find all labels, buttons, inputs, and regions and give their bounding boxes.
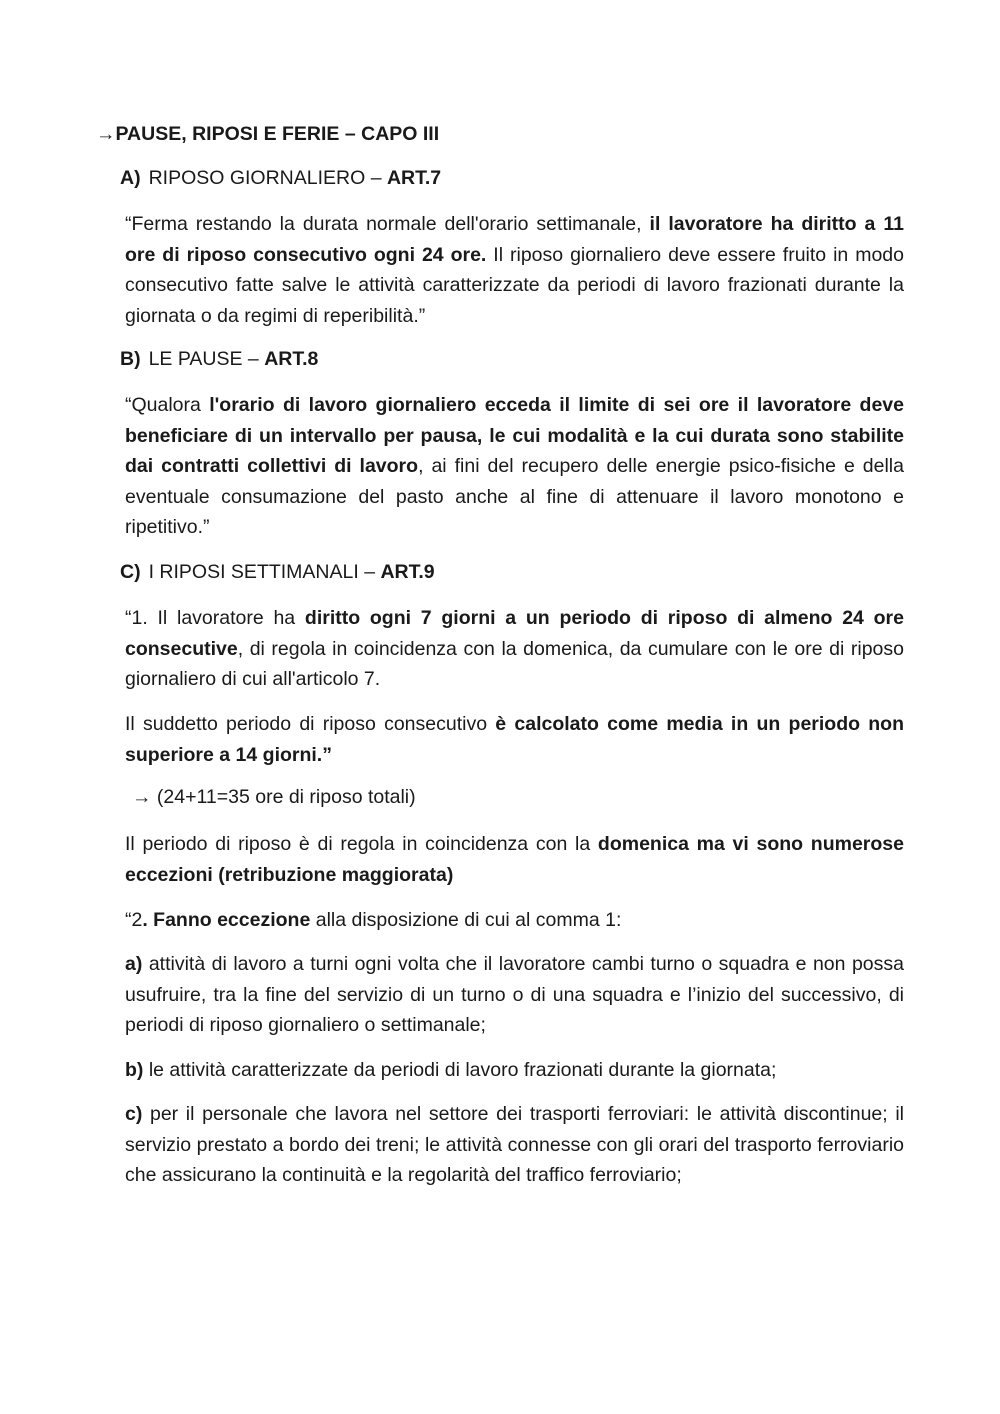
section-c-paragraph-3 xyxy=(125,829,904,890)
item-text: le attività caratterizzate da periodi di lavoro frazionati durante la giornata; xyxy=(143,1059,777,1081)
text-run: alla disposizione di cui al comma 1: xyxy=(310,909,622,931)
bold-run: . Fanno eccezione xyxy=(142,909,311,931)
exception-item-c xyxy=(125,1099,904,1191)
text-run: Il suddetto periodo di riposo consecutivo xyxy=(125,713,496,735)
text-run: Il periodo di riposo è di regola in coincidenza con la xyxy=(125,833,598,855)
bold-run: diritto ogni 7 giorni a un periodo di riposo di almeno 24 ore consecutive xyxy=(125,607,904,660)
text-run: Il riposo giornaliero deve essere fruito in modo consecutivo fatte salve le attività caratterizzate da periodi di lavoro frazionati durante la giornata o da regimi di reperibilità.” xyxy=(125,243,904,327)
item-label: b) xyxy=(125,1059,144,1081)
section-c-heading xyxy=(120,561,435,584)
section-a-letter: A) xyxy=(120,167,141,189)
item-label: c) xyxy=(125,1103,143,1125)
text-run: , di regola in coincidenza con la domenica, da cumulare con le ore di riposo giornaliero di cui all'articolo 7. xyxy=(125,637,904,691)
note-text: (24+11=35 ore di riposo totali) xyxy=(151,786,416,808)
section-c-title: I RIPOSI SETTIMANALI – xyxy=(148,561,381,583)
text-run: , ai fini del recupero delle energie psico-fisiche e della eventuale consumazione del pasto anche al fine di attenuare il lavoro monotono e ripetitivo.” xyxy=(125,455,904,539)
section-c-letter: C) xyxy=(120,561,141,583)
text-run: “2 xyxy=(125,909,143,931)
text-run: “1. Il lavoratore ha xyxy=(125,607,305,629)
section-a-title: RIPOSO GIORNALIERO – xyxy=(148,167,387,189)
exception-item-b xyxy=(125,1055,904,1086)
item-text: per il personale che lavora nel settore dei trasporti ferroviari: le attività discontinue; il servizio prestato a bordo dei treni; le attività connesse con gli orari del trasporto ferroviario che assicurano la continuità e la regolarità del traffico ferroviario; xyxy=(125,1103,904,1187)
chapter-heading xyxy=(96,123,439,146)
section-b-title: LE PAUSE – xyxy=(148,348,265,370)
bold-run: domenica ma vi sono numerose eccezioni (retribuzione maggiorata) xyxy=(125,833,904,886)
section-b-article: ART.8 xyxy=(264,348,319,370)
section-b-heading xyxy=(120,348,318,371)
text-run: “Ferma restando la durata normale dell'orario settimanale, xyxy=(125,213,650,235)
section-a-article: ART.7 xyxy=(386,167,442,189)
section-a-paragraph xyxy=(125,209,904,331)
section-c-article: ART.9 xyxy=(380,561,435,583)
exception-item-a xyxy=(125,949,904,1041)
text-run: “Qualora xyxy=(125,394,210,416)
bold-run: l'orario di lavoro giornaliero ecceda il limite di sei ore il lavoratore deve beneficiare di un intervallo per pausa, le cui modalità e la cui durata sono stabilite dai contratti collettivi di lavoro xyxy=(125,394,904,478)
item-text: attività di lavoro a turni ogni volta che il lavoratore cambi turno o squadra e non possa usufruire, tra la fine del servizio di un turno o di una squadra e l’inizio del successivo, di periodi di riposo giornaliero o settimanale; xyxy=(125,953,904,1037)
section-c-paragraph-1 xyxy=(125,603,904,695)
arrow-right-icon: → xyxy=(96,123,116,145)
section-c-paragraph-4 xyxy=(125,905,904,936)
section-b-paragraph xyxy=(125,390,904,543)
bold-run: il lavoratore ha diritto a 11 ore di riposo consecutivo ogni 24 ore. xyxy=(125,213,904,266)
total-rest-note xyxy=(132,786,416,809)
section-b-letter: B) xyxy=(120,348,141,370)
section-c-paragraph-2 xyxy=(125,709,904,770)
section-a-heading xyxy=(120,167,441,190)
item-label: a) xyxy=(125,953,143,975)
bold-run: è calcolato come media in un periodo non superiore a 14 giorni.” xyxy=(125,713,904,766)
chapter-title: PAUSE, RIPOSI E FERIE – CAPO III xyxy=(115,123,440,145)
arrow-right-icon: → xyxy=(132,786,152,808)
